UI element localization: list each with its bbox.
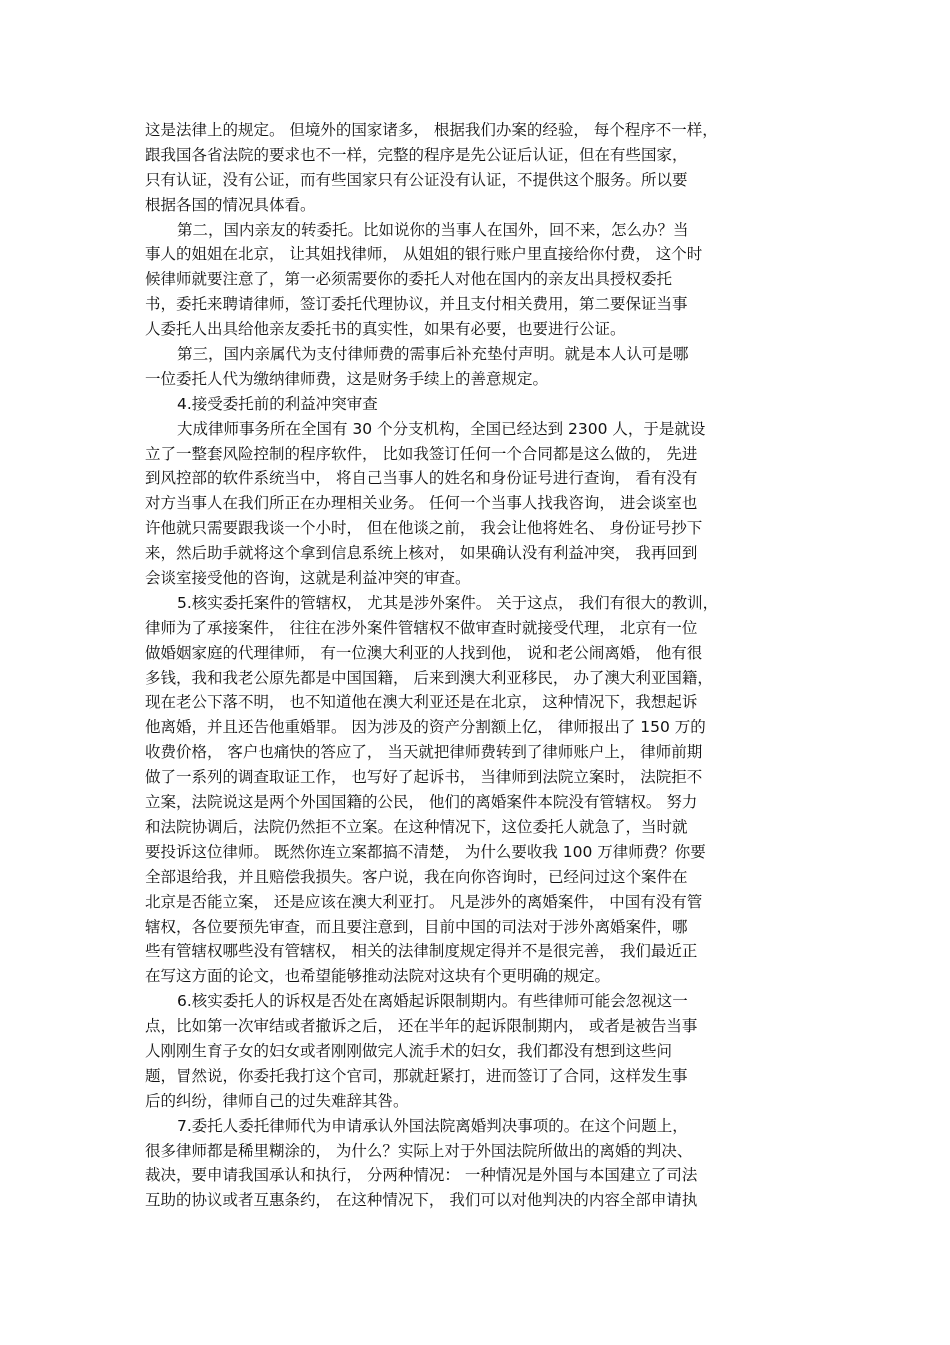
text-line: 第三，国内亲属代为支付律师费的需事后补充垫付声明。就是本人认可是哪 <box>177 345 689 364</box>
text-line: 第二，国内亲友的转委托。比如说你的当事人在国外，回不来，怎么办？当 <box>177 220 689 239</box>
text-line: 北京是否能立案， 还是应该在澳大利亚打。 凡是涉外的离婚案件， 中国有没有管 <box>145 892 703 911</box>
text-line: 多钱，我和我老公原先都是中国国籍， 后来到澳大利亚移民， 办了澳大利亚国籍， <box>145 668 713 687</box>
text-line: 收费价格， 客户也痛快的答应了， 当天就把律师费转到了律师账户上， 律师前期 <box>145 743 703 762</box>
text-line: 题，冒然说，你委托我打这个官司，那就赶紧打，进而签订了合同，这样发生事 <box>145 1066 688 1085</box>
text-line: 对方当事人在我们所正在办理相关业务。 任何一个当事人找我咨询， 进会谈室也 <box>145 494 698 513</box>
text-line: 裁决，要申请我国承认和执行， 分两种情况： 一种情况是外国与本国建立了司法 <box>145 1166 698 1185</box>
text-line: 跟我国各省法院的要求也不一样，完整的程序是先公证后认证，但在有些国家， <box>145 145 688 164</box>
text-line: 律师为了承接案件， 往往在涉外案件管辖权不做审查时就接受代理， 北京有一位 <box>145 618 698 637</box>
text-line: 全部退给我，并且赔偿我损失。客户说，我在向你咨询时，已经问过这个案件在 <box>145 867 688 886</box>
text-line: 书，委托来聘请律师，签订委托代理协议，并且支付相关费用，第二要保证当事 <box>145 295 688 314</box>
text-line: 做婚姻家庭的代理律师， 有一位澳大利亚的人找到他， 说和老公闹离婚， 他有很 <box>145 643 703 662</box>
text-line: 来，然后助手就将这个拿到信息系统上核对， 如果确认没有利益冲突， 我再回到 <box>145 544 698 563</box>
text-line: 一位委托人代为缴纳律师费，这是财务手续上的善意规定。 <box>145 369 549 388</box>
text-line: 根据各国的情况具体看。 <box>145 195 316 214</box>
text-line: 立案，法院说这是两个外国国籍的公民， 他们的离婚案件本院没有管辖权。 努力 <box>145 793 698 812</box>
text-line: 点，比如第一次审结或者撤诉之后， 还在半年的起诉限制期内， 或者是被告当事 <box>145 1017 698 1036</box>
text-line: 6.核实委托人的诉权是否处在离婚起诉限制期内。有些律师可能会忽视这一 <box>177 992 688 1011</box>
document-body <box>145 118 810 1213</box>
text-line: 5.核实委托案件的管辖权， 尤其是涉外案件。 关于这点， 我们有很大的教训， <box>177 593 719 612</box>
text-line: 会谈室接受他的咨询，这就是利益冲突的审查。 <box>145 569 471 588</box>
text-line: 做了一系列的调查取证工作， 也写好了起诉书， 当律师到法院立案时， 法院拒不 <box>145 768 703 787</box>
text-line: 在写这方面的论文，也希望能够推动法院对这块有个更明确的规定。 <box>145 967 611 986</box>
text-line: 后的纠纷，律师自己的过失难辞其咎。 <box>145 1091 409 1110</box>
text-line: 互助的协议或者互惠条约， 在这种情况下， 我们可以对他判决的内容全部申请执 <box>145 1191 698 1210</box>
text-line: 立了一整套风险控制的程序软件， 比如我签订任何一个合同都是这么做的， 先进 <box>145 444 698 463</box>
text-line: 7.委托人委托律师代为申请承认外国法院离婚判决事项的。在这个问题上， <box>177 1116 688 1135</box>
text-line: 许他就只需要跟我谈一个小时， 但在他谈之前， 我会让他将姓名、 身份证号抄下 <box>145 519 703 538</box>
text-line: 大成律师事务所在全国有 30 个分支机构，全国已经达到 2300 人，于是就设 <box>177 419 706 438</box>
text-line: 到风控部的软件系统当中， 将自己当事人的姓名和身份证号进行查询， 看有没有 <box>145 469 698 488</box>
text-line: 人刚刚生育子女的妇女或者刚刚做完人流手术的妇女，我们都没有想到这些问 <box>145 1041 673 1060</box>
text-line: 很多律师都是稀里糊涂的， 为什么？实际上对于外国法院所做出的离婚的判决、 <box>145 1141 693 1160</box>
text-line: 事人的姐姐在北京， 让其姐找律师， 从姐姐的银行账户里直接给你付费， 这个时 <box>145 245 703 264</box>
text-line: 些有管辖权哪些没有管辖权， 相关的法律制度规定得并不是很完善， 我们最近正 <box>145 942 698 961</box>
text-line: 辖权，各位要预先审查，而且要注意到，目前中国的司法对于涉外离婚案件，哪 <box>145 917 688 936</box>
text-line: 要投诉这位律师。 既然你连立案都搞不清楚， 为什么要收我 100 万律师费？你要 <box>145 842 706 861</box>
text-line: 这是法律上的规定。 但境外的国家诸多， 根据我们办案的经验， 每个程序不一样， <box>145 121 718 139</box>
text-line: 候律师就要注意了，第一必须需要你的委托人对他在国内的亲友出具授权委托 <box>145 270 673 289</box>
text-line: 人委托人出具给他亲友委托书的真实性，如果有必要，也要进行公证。 <box>145 320 626 339</box>
text-line: 4.接受委托前的利益冲突审查 <box>177 394 378 413</box>
text-line: 和法院协调后，法院仍然拒不立案。在这种情况下，这位委托人就急了，当时就 <box>145 817 688 836</box>
text-line: 只有认证，没有公证，而有些国家只有公证没有认证，不提供这个服务。所以要 <box>145 170 688 189</box>
text-line: 现在老公下落不明， 也不知道他在澳大利亚还是在北京， 这种情况下，我想起诉 <box>145 693 698 712</box>
text-line: 他离婚，并且还告他重婚罪。 因为涉及的资产分割额上亿， 律师报出了 150 万的 <box>145 718 706 737</box>
